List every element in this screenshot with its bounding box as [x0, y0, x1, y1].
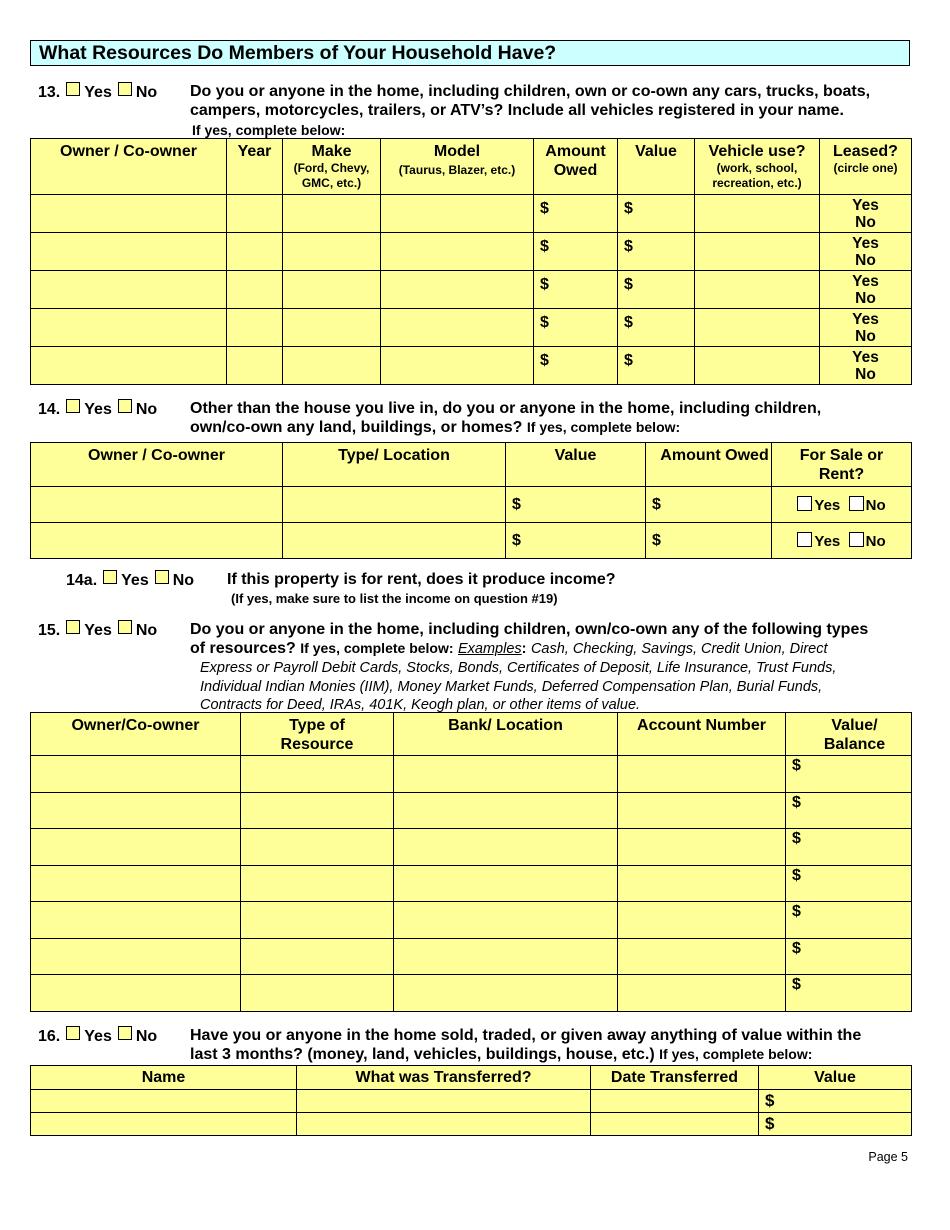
leased-yes[interactable]: Yes — [852, 311, 879, 328]
leased-no[interactable]: No — [855, 252, 876, 269]
leased-cell[interactable] — [820, 233, 912, 271]
resources-table — [30, 712, 912, 1012]
owner-cell[interactable] — [31, 829, 241, 866]
col-for-sale: For Sale or Rent? — [772, 443, 912, 487]
amount-owed-cell[interactable]: $ — [534, 347, 618, 385]
type-cell[interactable] — [241, 865, 394, 902]
col-owner: Owner / Co-owner — [31, 139, 227, 195]
vehicles-header-row — [31, 139, 912, 195]
col-vehicle-use-sub: (work, school, recreation, etc.) — [712, 161, 802, 190]
value-cell[interactable]: $ — [759, 1113, 912, 1136]
date-cell[interactable] — [591, 1113, 759, 1136]
table-row — [31, 271, 912, 309]
col-value: Value — [618, 139, 695, 195]
type-cell[interactable] — [241, 938, 394, 975]
col-amount-owed: Amount Owed — [646, 443, 772, 487]
leased-cell[interactable] — [820, 347, 912, 385]
col-value: Value — [759, 1066, 912, 1090]
table-row — [31, 902, 912, 939]
vehicle-use-cell[interactable] — [695, 309, 820, 347]
leased-cell[interactable] — [820, 271, 912, 309]
q13-no-checkbox[interactable] — [118, 82, 132, 96]
value-cell[interactable]: $ — [618, 347, 695, 385]
for-sale-no-checkbox[interactable] — [849, 496, 864, 511]
col-value: Value — [506, 443, 646, 487]
col-leased-label: Leased? — [833, 143, 898, 160]
q15-no-label: No — [135, 622, 158, 639]
q15-line2: of resources? — [190, 640, 296, 657]
bank-cell[interactable] — [394, 829, 618, 866]
type-cell[interactable] — [241, 792, 394, 829]
col-value: Value/ Balance — [786, 713, 912, 756]
owner-cell[interactable] — [31, 487, 283, 523]
table-row — [31, 233, 912, 271]
q15-examples-colon: : — [521, 641, 527, 657]
q14-number: 14. — [38, 401, 61, 418]
q15-yes-label: Yes — [84, 622, 112, 639]
for-sale-cell — [772, 523, 912, 559]
q16-options — [38, 1026, 157, 1046]
col-year: Year — [227, 139, 283, 195]
account-cell[interactable] — [618, 756, 786, 793]
account-cell[interactable] — [618, 792, 786, 829]
q16-no-checkbox[interactable] — [118, 1026, 132, 1040]
vehicle-use-cell[interactable] — [695, 271, 820, 309]
leased-no[interactable]: No — [855, 366, 876, 383]
type-location-cell[interactable] — [283, 523, 506, 559]
type-location-cell[interactable] — [283, 487, 506, 523]
q14a-yes-checkbox[interactable] — [103, 570, 117, 584]
owner-cell[interactable] — [31, 347, 227, 385]
account-cell[interactable] — [618, 902, 786, 939]
model-cell[interactable] — [381, 195, 534, 233]
q16-number: 16. — [38, 1028, 61, 1045]
col-type: Type of Resource — [241, 713, 394, 756]
q15-examples-line3: Individual Indian Monies (IIM), Money Market Funds, Deferred Compensation Plan, Burial Funds, — [200, 678, 823, 695]
owner-cell[interactable] — [31, 938, 241, 975]
q15-examples-label: Examples — [457, 641, 522, 657]
q14-options — [38, 399, 157, 419]
owner-cell[interactable] — [31, 271, 227, 309]
value-cell[interactable]: $ — [786, 756, 912, 793]
for-sale-yes-label: Yes — [814, 496, 841, 514]
for-sale-cell — [772, 487, 912, 523]
type-cell[interactable] — [241, 756, 394, 793]
vehicles-table — [30, 138, 912, 385]
table-row — [31, 975, 912, 1012]
leased-yes[interactable]: Yes — [852, 197, 879, 214]
q13-question — [190, 82, 925, 120]
property-header-row — [31, 443, 912, 487]
amount-owed-cell[interactable]: $ — [646, 487, 772, 523]
q13-no-label: No — [135, 84, 158, 101]
name-cell[interactable] — [31, 1090, 297, 1113]
table-row — [31, 1090, 912, 1113]
amount-owed-cell[interactable]: $ — [534, 195, 618, 233]
col-what: What was Transferred? — [297, 1066, 591, 1090]
year-cell[interactable] — [227, 347, 283, 385]
value-cell[interactable]: $ — [618, 195, 695, 233]
q15-options — [38, 620, 157, 640]
for-sale-no-label: No — [865, 496, 886, 514]
owner-cell[interactable] — [31, 902, 241, 939]
for-sale-yes-label: Yes — [814, 532, 841, 550]
year-cell[interactable] — [227, 233, 283, 271]
q13-instruction: If yes, complete below: — [192, 122, 346, 138]
table-row — [31, 195, 912, 233]
q13-yes-label: Yes — [84, 84, 112, 101]
what-cell[interactable] — [297, 1090, 591, 1113]
col-date: Date Transferred — [591, 1066, 759, 1090]
q14a-no-checkbox[interactable] — [155, 570, 169, 584]
amount-owed-cell[interactable]: $ — [534, 233, 618, 271]
resources-header-row — [31, 713, 912, 756]
col-leased-sub: (circle one) — [833, 161, 898, 175]
q14-line1: Other than the house you live in, do you or anyone in the home, including children, — [190, 400, 822, 417]
table-row — [31, 487, 912, 523]
table-row — [31, 829, 912, 866]
make-cell[interactable] — [283, 309, 381, 347]
q16-line1: Have you or anyone in the home sold, traded, or given away anything of value within the — [190, 1027, 862, 1044]
leased-no[interactable]: No — [855, 328, 876, 345]
q14a-no-label: No — [172, 572, 195, 589]
leased-no[interactable]: No — [855, 214, 876, 231]
make-cell[interactable] — [283, 195, 381, 233]
col-make-label: Make — [311, 143, 352, 160]
q14a-note: (If yes, make sure to list the income on question #19) — [231, 591, 558, 606]
q16-yes-label: Yes — [84, 1028, 112, 1045]
leased-yes[interactable]: Yes — [852, 235, 879, 252]
vehicle-use-cell[interactable] — [695, 233, 820, 271]
bank-cell[interactable] — [394, 902, 618, 939]
col-bank: Bank/ Location — [394, 713, 618, 756]
col-type-location: Type/ Location — [283, 443, 506, 487]
q13-options — [38, 82, 157, 102]
bank-cell[interactable] — [394, 975, 618, 1012]
q14-instruction: If yes, complete below: — [526, 419, 681, 435]
q13-number: 13. — [38, 84, 61, 101]
q13-yes-checkbox[interactable] — [66, 82, 80, 96]
table-row — [31, 865, 912, 902]
leased-yes[interactable]: Yes — [852, 273, 879, 290]
value-cell[interactable]: $ — [786, 829, 912, 866]
table-row — [31, 309, 912, 347]
col-model — [381, 139, 534, 195]
type-cell[interactable] — [241, 829, 394, 866]
q15-number: 15. — [38, 622, 61, 639]
owner-cell[interactable] — [31, 975, 241, 1012]
model-cell[interactable] — [381, 233, 534, 271]
owner-cell[interactable] — [31, 756, 241, 793]
make-cell[interactable] — [283, 347, 381, 385]
make-cell[interactable] — [283, 233, 381, 271]
col-make-sub: (Ford, Chevy, GMC, etc.) — [293, 161, 370, 190]
q15-instruction: If yes, complete below: — [300, 640, 454, 656]
make-cell[interactable] — [283, 271, 381, 309]
q16-question — [190, 1026, 930, 1064]
amount-owed-cell[interactable]: $ — [534, 309, 618, 347]
owner-cell[interactable] — [31, 523, 283, 559]
model-cell[interactable] — [381, 347, 534, 385]
col-vehicle-use — [695, 139, 820, 195]
bank-cell[interactable] — [394, 938, 618, 975]
value-cell[interactable]: $ — [759, 1090, 912, 1113]
col-name: Name — [31, 1066, 297, 1090]
q15-yes-checkbox[interactable] — [66, 620, 80, 634]
value-cell[interactable]: $ — [786, 975, 912, 1012]
date-cell[interactable] — [591, 1090, 759, 1113]
q16-yes-checkbox[interactable] — [66, 1026, 80, 1040]
q14-yes-checkbox[interactable] — [66, 399, 80, 413]
bank-cell[interactable] — [394, 792, 618, 829]
q13-line2: campers, motorcycles, trailers, or ATV’s? Include all vehicles registered in your name. — [190, 102, 844, 119]
table-row — [31, 523, 912, 559]
col-model-sub: (Taurus, Blazer, etc.) — [398, 163, 516, 177]
model-cell[interactable] — [381, 309, 534, 347]
col-owner: Owner / Co-owner — [31, 443, 283, 487]
transfers-table — [30, 1065, 912, 1136]
account-cell[interactable] — [618, 829, 786, 866]
col-vehicle-use-label: Vehicle use? — [708, 143, 806, 160]
q13-line1: Do you or anyone in the home, including children, own or co-own any cars, trucks, boats, — [190, 83, 871, 100]
q15-examples-line1: Cash, Checking, Savings, Credit Union, Direct — [530, 641, 828, 657]
q14a-yes-label: Yes — [121, 572, 149, 589]
type-cell[interactable] — [241, 975, 394, 1012]
q14-yes-label: Yes — [84, 401, 112, 418]
leased-no[interactable]: No — [855, 290, 876, 307]
model-cell[interactable] — [381, 271, 534, 309]
value-cell[interactable]: $ — [506, 523, 646, 559]
account-cell[interactable] — [618, 865, 786, 902]
table-row — [31, 347, 912, 385]
owner-cell[interactable] — [31, 792, 241, 829]
owner-cell[interactable] — [31, 195, 227, 233]
page-number: Page 5 — [868, 1150, 908, 1164]
section-header: What Resources Do Members of Your Household Have? — [30, 40, 910, 66]
vehicle-use-cell[interactable] — [695, 195, 820, 233]
q16-instruction: If yes, complete below: — [659, 1046, 813, 1062]
col-account: Account Number — [618, 713, 786, 756]
col-make — [283, 139, 381, 195]
year-cell[interactable] — [227, 309, 283, 347]
for-sale-no-checkbox[interactable] — [849, 532, 864, 547]
q16-line2: last 3 months? (money, land, vehicles, buildings, house, etc.) — [190, 1046, 655, 1063]
q15-examples-line4: Contracts for Deed, IRAs, 401K, Keogh plan, or other items of value. — [200, 697, 641, 713]
vehicle-use-cell[interactable] — [695, 347, 820, 385]
col-leased — [820, 139, 912, 195]
q14a-number: 14a. — [66, 572, 98, 589]
value-cell[interactable]: $ — [618, 309, 695, 347]
q15-line1: Do you or anyone in the home, including children, own/co-own any of the following types — [190, 621, 869, 638]
q14-no-checkbox[interactable] — [118, 399, 132, 413]
q14-question — [190, 399, 925, 437]
what-cell[interactable] — [297, 1113, 591, 1136]
q15-examples-line2: Express or Payroll Debit Cards, Stocks, Bonds, Certificates of Deposit, Life Insurance, Trust Funds, — [200, 660, 837, 676]
owner-cell[interactable] — [31, 233, 227, 271]
amount-owed-cell[interactable]: $ — [534, 271, 618, 309]
col-model-label: Model — [433, 143, 481, 160]
account-cell[interactable] — [618, 975, 786, 1012]
q14-line2: own/co-own any land, buildings, or homes? — [190, 419, 523, 436]
account-cell[interactable] — [618, 938, 786, 975]
q14a-options — [66, 570, 194, 590]
value-cell[interactable]: $ — [786, 792, 912, 829]
name-cell[interactable] — [31, 1113, 297, 1136]
value-cell[interactable]: $ — [618, 271, 695, 309]
bank-cell[interactable] — [394, 865, 618, 902]
q14a-question: If this property is for rent, does it produce income? — [227, 571, 616, 588]
table-row — [31, 792, 912, 829]
q14-no-label: No — [135, 401, 158, 418]
year-cell[interactable] — [227, 271, 283, 309]
table-row — [31, 938, 912, 975]
value-cell[interactable]: $ — [786, 902, 912, 939]
for-sale-yes-checkbox[interactable] — [797, 532, 812, 547]
property-table — [30, 442, 912, 559]
leased-cell[interactable] — [820, 309, 912, 347]
leased-yes[interactable]: Yes — [852, 349, 879, 366]
q15-no-checkbox[interactable] — [118, 620, 132, 634]
for-sale-yes-checkbox[interactable] — [797, 496, 812, 511]
table-row — [31, 756, 912, 793]
bank-cell[interactable] — [394, 756, 618, 793]
q15-question — [190, 620, 930, 659]
type-cell[interactable] — [241, 902, 394, 939]
for-sale-no-label: No — [865, 532, 886, 550]
owner-cell[interactable] — [31, 865, 241, 902]
q15-examples — [200, 659, 836, 715]
owner-cell[interactable] — [31, 309, 227, 347]
q16-no-label: No — [135, 1028, 158, 1045]
col-owner: Owner/Co-owner — [31, 713, 241, 756]
year-cell[interactable] — [227, 195, 283, 233]
value-cell[interactable]: $ — [786, 938, 912, 975]
value-cell[interactable]: $ — [786, 865, 912, 902]
value-cell[interactable]: $ — [618, 233, 695, 271]
table-row — [31, 1113, 912, 1136]
leased-cell[interactable] — [820, 195, 912, 233]
amount-owed-cell[interactable]: $ — [646, 523, 772, 559]
col-amount-owed: Amount Owed — [534, 139, 618, 195]
value-cell[interactable]: $ — [506, 487, 646, 523]
transfers-header-row — [31, 1066, 912, 1090]
